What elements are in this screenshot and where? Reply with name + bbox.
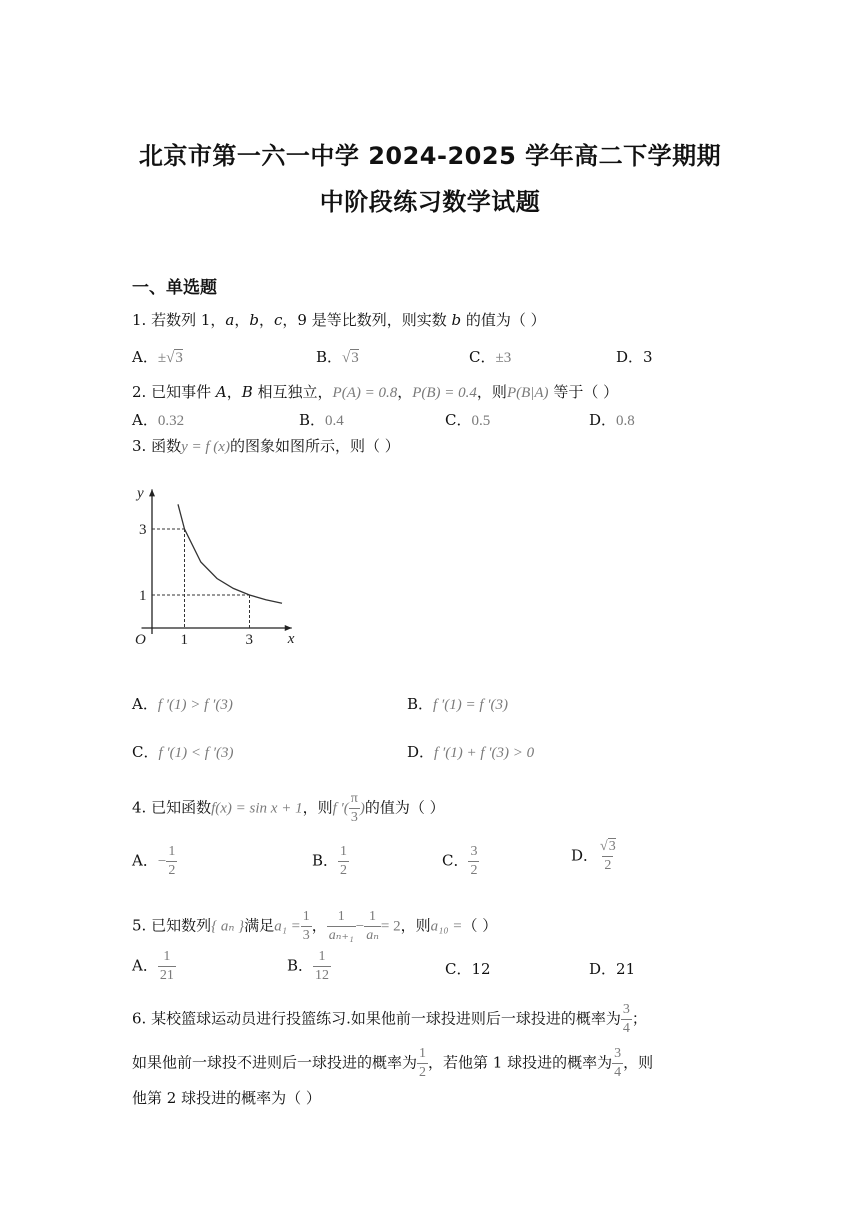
- q2-option-d: D．0.8: [589, 411, 635, 429]
- exam-title-line2: 中阶段练习数学试题: [319, 188, 541, 216]
- q4-option-a: A．− $\frac{1}{2}$: [132, 844, 176, 878]
- y-tick-label-1: 1: [139, 588, 147, 604]
- q5-option-a: A． $\frac{1}{21}$: [132, 949, 174, 983]
- q1-option-c: C．±3: [469, 348, 512, 366]
- q3-option-b: B．f ′(1) = f ′(3): [407, 695, 509, 713]
- y-tick-label-3: 3: [139, 522, 147, 538]
- question-5: 5. 已知数列{ aₙ }满足a₁ = $\frac{1}{3}$ ， $\frac{1}{\text{aₙ₊₁}}$ − $\frac{1}{\text{aₙ}}$ = 2，则a₁₀ =（ ）: [132, 909, 498, 943]
- x-tick-label-1: 1: [180, 632, 188, 648]
- function-graph: [125, 478, 325, 648]
- q4-option-d: D． $\frac{√3}{2}$: [571, 839, 616, 873]
- question-2: 2. 已知事件 A，B 相互独立，P(A) = 0.8，P(B) = 0.4，则P(B|A) 等于（ ）: [132, 383, 619, 401]
- q3-option-d: D．f ′(1) + f ′(3) > 0: [407, 743, 535, 761]
- q5-option-c: C．12: [445, 960, 491, 978]
- q2-option-b: B．0.4: [299, 411, 344, 429]
- q5-option-b: B． $\frac{1}{12}$: [287, 949, 330, 983]
- q1-option-d: D．3: [616, 348, 653, 366]
- y-axis-arrow: [149, 489, 155, 496]
- q2-option-c: C．0.5: [445, 411, 491, 429]
- q4-option-c: C． $\frac{3}{2}$: [442, 844, 478, 878]
- x-tick-label-3: 3: [245, 632, 253, 648]
- x-axis-label: x: [287, 631, 295, 647]
- question-6-line1: 6. 某校篮球运动员进行投篮练习.如果他前一球投进则后一球投进的概率为 $\frac{3}{4}$ ；: [132, 1002, 647, 1036]
- q5-option-d: D．21: [589, 960, 636, 978]
- function-curve: [178, 504, 282, 603]
- origin-label: O: [135, 632, 146, 648]
- question-6-line3: 他第 2 球投进的概率为（ ）: [132, 1089, 321, 1107]
- section-heading: 一、单选题: [132, 278, 217, 298]
- q2-option-a: A．0.32: [132, 411, 185, 429]
- q3-option-c: C．f ′(1) < f ′(3): [132, 743, 234, 761]
- q1-option-b: B．√3: [316, 348, 359, 366]
- y-axis-label: y: [137, 485, 144, 502]
- question-6-line2: 如果他前一球投不进则后一球投进的概率为 $\frac{1}{2}$ ，若他第 1 球投进的概率为 $\frac{3}{4}$ ，则: [132, 1046, 654, 1080]
- q4-option-b: B． $\frac{1}{2}$: [312, 844, 348, 878]
- q1-option-a: A．±√3: [132, 348, 183, 366]
- q3-option-a: A．f ′(1) > f ′(3): [132, 695, 233, 713]
- question-3: 3. 函数y = f (x)的图象如图所示，则（ ）: [132, 437, 400, 455]
- question-4: 4. 已知函数f(x) = sin x + 1，则f ′( $\frac{\pi}{3}$ )的值为（ ）: [132, 791, 445, 825]
- question-1: 1. 若数列 1，a，b，c，9 是等比数列，则实数 b 的值为（ ）: [132, 311, 546, 329]
- exam-title-line1: 北京市第一六一中学 2024-2025 学年高二下学期期: [138, 142, 722, 170]
